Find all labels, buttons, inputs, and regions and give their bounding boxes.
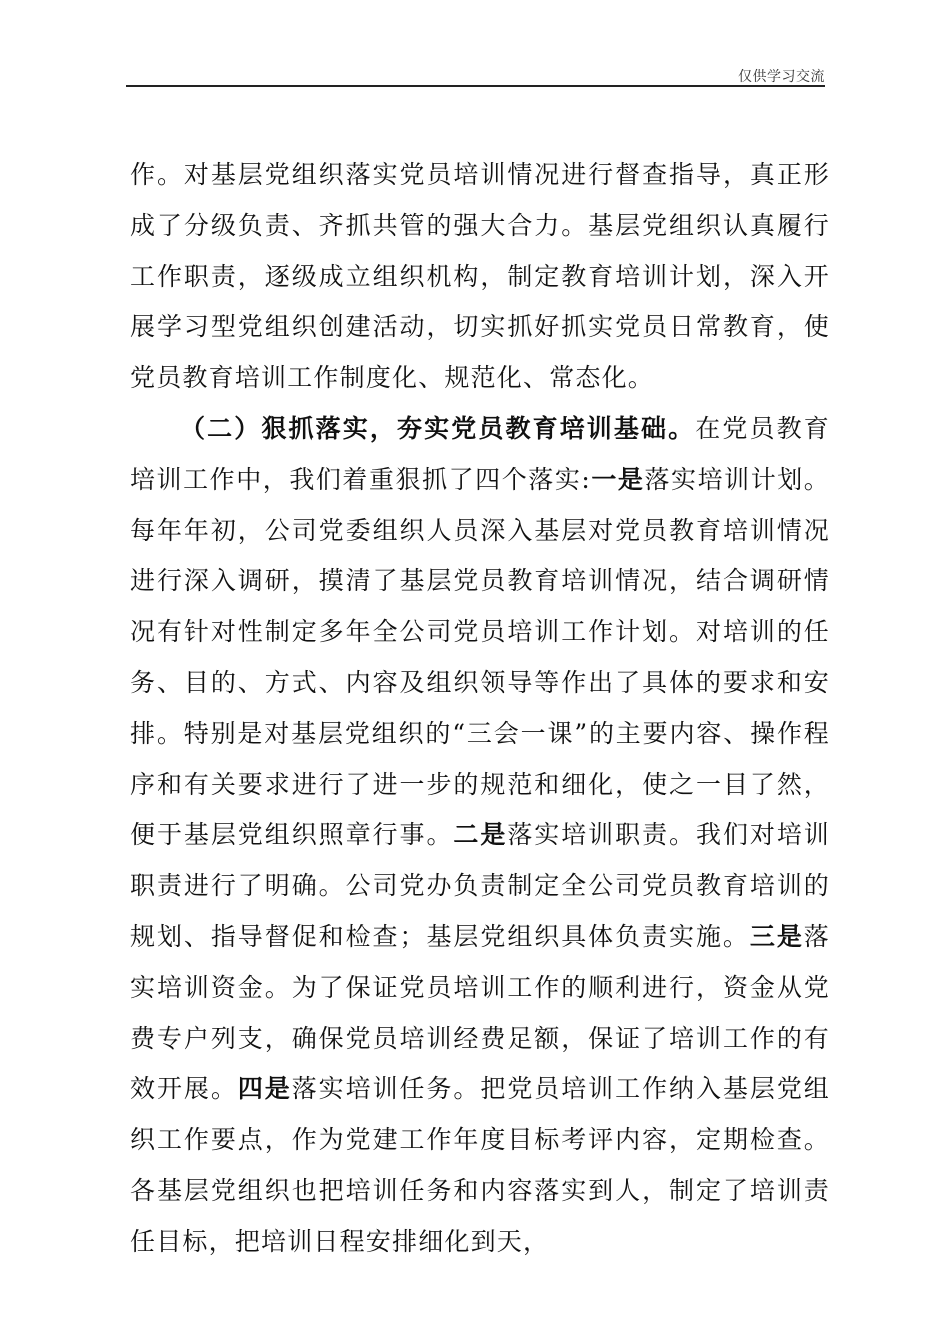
header-rule <box>126 85 825 87</box>
paragraph-continuation: 作。对基层党组织落实党员培训情况进行督查指导，真正形成了分级负责、齐抓共管的强大合力。基层党组织认真履行工作职责，逐级成立组织机构，制定教育培训计划，深入开展学习型党组织创建活动，切实抓好抓实党员日常教育，使党员教育培训工作制度化、规范化、常态化。 <box>130 160 830 393</box>
keyword-third: 三是 <box>749 921 804 951</box>
keyword-first: 一是 <box>591 464 645 494</box>
header-note: 仅供学习交流 <box>738 69 825 85</box>
paragraph-section-two <box>130 404 830 1268</box>
section-heading: （二）狠抓落实，夯实党员教育培训基础。 <box>180 413 696 443</box>
keyword-fourth: 四是 <box>237 1074 292 1104</box>
paragraph-text: 落实培训计划。每年年初，公司党委组织人员深入基层对党员教育培训情况进行深入调研，摸清了基层党员教育培训情况，结合调研情况有针对性制定多年全公司党员培训工作计划。对培训的任务、目的、方式、内容及组织领导等作出了具体的要求和安排。特别是对基层党组织的“三会一课”的主要内容、操作程序和有关要求进行了进一步的规范和细化，使之一目了然，便于基层党组织照章行事。 <box>130 464 830 850</box>
paragraph-text: 落实培训任务。把党员培训工作纳入基层党组织工作要点，作为党建工作年度目标考评内容，定期检查。各基层党组织也把培训任务和内容落实到人，制定了培训责任目标，把培训日程安排细化到天， <box>130 1074 830 1256</box>
paragraph-text: 在党员教育培训工作中，我们着重狠抓了四个落实: <box>130 413 830 494</box>
paragraph-text: 落实培训职责。我们对培训职责进行了明确。公司党办负责制定全公司党员教育培训的规划、指导督促和检查；基层党组织具体负责实施。 <box>130 820 830 951</box>
document-body <box>130 150 830 1268</box>
keyword-second: 二是 <box>453 820 508 850</box>
paragraph-text: 落实培训资金。为了保证党员培训工作的顺利进行，资金从党费专户列支，确保党员培训经费足额，保证了培训工作的有效开展。 <box>130 921 830 1104</box>
